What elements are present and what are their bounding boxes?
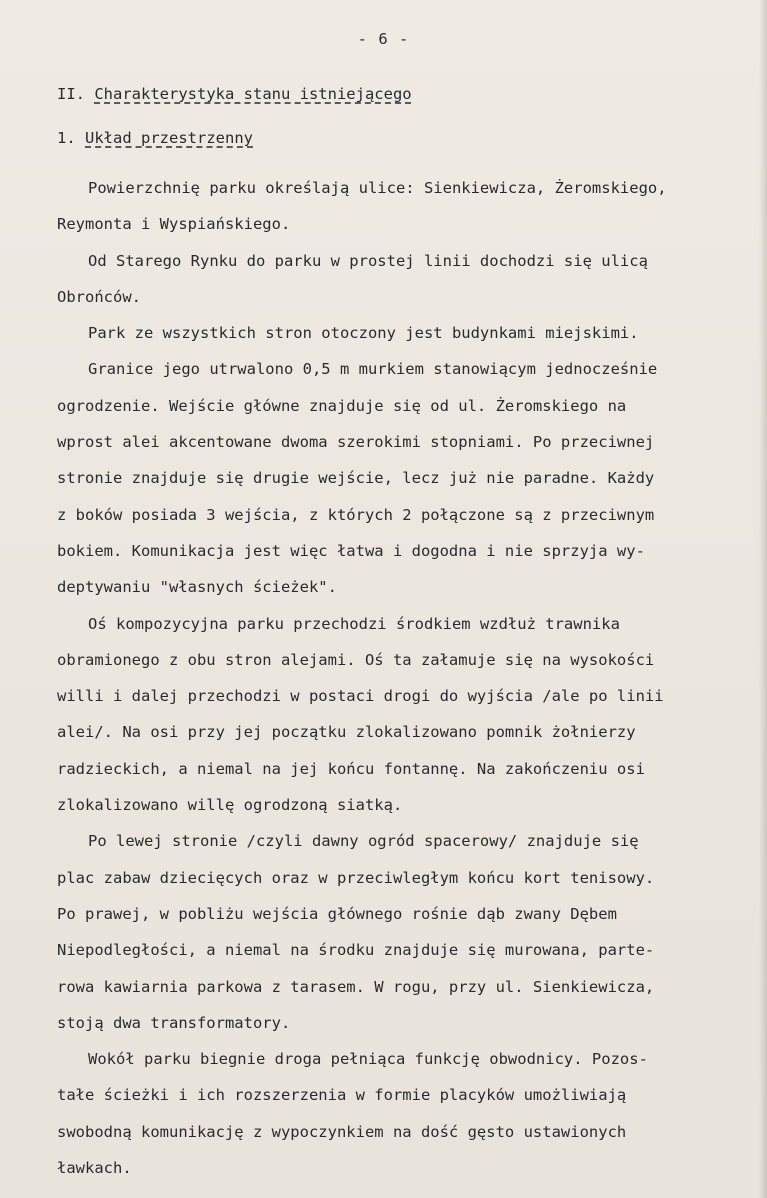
text-line: ławkach. <box>57 1159 132 1178</box>
section-title: Charakterystyka stanu istniejącego <box>94 85 412 103</box>
text-line: deptywaniu "własnych ścieżek". <box>57 578 337 597</box>
text-line: Park ze wszystkich stron otoczony jest budynkami miejskimi. <box>88 324 639 343</box>
body-text <box>57 170 747 1186</box>
text-line: Od Starego Rynku do parku w prostej linii dochodzi się ulicą <box>88 251 648 270</box>
text-line: ogrodzenie. Wejście główne znajduje się od ul. Żeromskiego na <box>57 396 627 415</box>
subsection-title: Układ przestrzenny <box>85 129 253 147</box>
text-line: willi i dalej przechodzi w postaci drogi do wyjścia /ale po linii <box>57 687 664 706</box>
text-line: Po lewej stronie /czyli dawny ogród spacerowy/ znajduje się <box>88 832 639 851</box>
text-line: tałe ścieżki i ich rozszerzenia w formie placyków umożliwiają <box>57 1086 627 1105</box>
text-line: radzieckich, a niemal na jej końcu fontannę. Na zakończeniu osi <box>57 759 645 778</box>
text-line: stronie znajduje się drugie wejście, lecz już nie paradne. Każdy <box>57 469 655 488</box>
text-line: wprost alei akcentowane dwoma szerokimi stopniami. Po przeciwnej <box>57 433 655 452</box>
subsection-heading <box>57 129 253 147</box>
text-line: Granice jego utrwalono 0,5 m murkiem stanowiącym jednocześnie <box>88 360 658 379</box>
text-line: rowa kawiarnia parkowa z tarasem. W rogu, przy ul. Sienkiewicza, <box>57 977 655 996</box>
text-line: zlokalizowano willę ogrodzoną siatką. <box>57 796 403 815</box>
text-line: Reymonta i Wyspiańskiego. <box>57 215 291 234</box>
text-line: alei/. Na osi przy jej początku zlokalizowano pomnik żołnierzy <box>57 723 636 742</box>
text-line: Wokół parku biegnie droga pełniąca funkcję obwodnicy. Pozos- <box>88 1050 648 1069</box>
text-line: obramionego z obu stron alejami. Oś ta załamuje się na wysokości <box>57 650 655 669</box>
text-line: Po prawej, w pobliżu wejścia głównego rośnie dąb zwany Dębem <box>57 904 617 923</box>
text-line: Obrońców. <box>57 287 141 306</box>
page-number: - 6 - <box>357 30 410 48</box>
text-line: stoją dwa transformatory. <box>57 1013 291 1032</box>
section-heading <box>57 85 412 103</box>
subsection-number: 1. <box>57 129 76 147</box>
text-line: z boków posiada 3 wejścia, z których 2 połączone są z przeciwnym <box>57 505 655 524</box>
section-number: II. <box>57 85 85 103</box>
text-line: bokiem. Komunikacja jest więc łatwa i dogodna i nie sprzyja wy- <box>57 541 645 560</box>
text-line: Oś kompozycyjna parku przechodzi środkiem wzdłuż trawnika <box>88 614 620 633</box>
page-edge-shadow <box>759 0 767 1198</box>
text-line: swobodną komunikację z wypoczynkiem na dość gęsto ustawionych <box>57 1122 627 1141</box>
text-line: Powierzchnię parku określają ulice: Sienkiewicza, Żeromskiego, <box>88 179 667 197</box>
text-line: plac zabaw dziecięcych oraz w przeciwległym końcu kort tenisowy. <box>57 868 655 887</box>
text-line: Niepodległości, a niemal na środku znajduje się murowana, parte- <box>57 941 655 960</box>
